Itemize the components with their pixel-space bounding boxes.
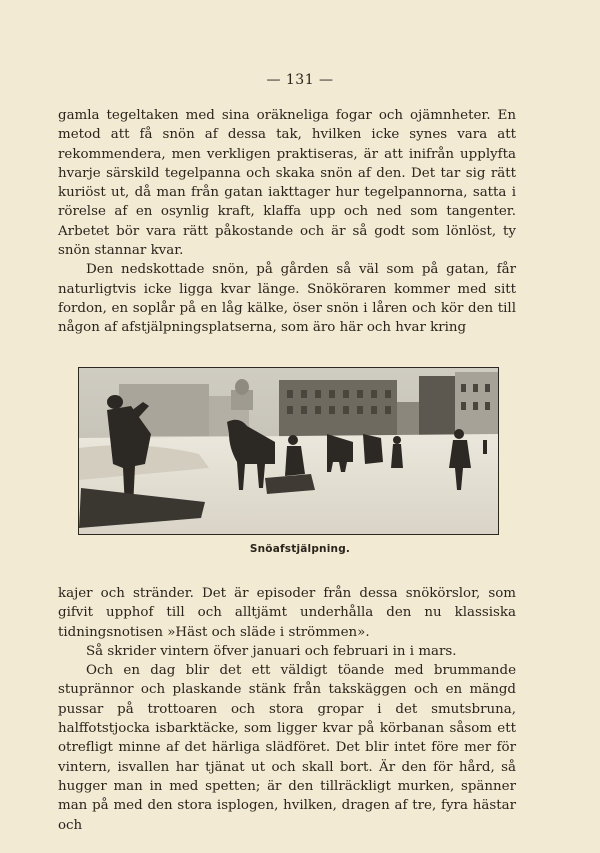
text-block-top — [58, 106, 516, 338]
page-number: — 131 — — [266, 72, 334, 88]
paragraph: Och en dag blir det ett väldigt töande med brummande stuprännor och plaskande stänk från takskäggen och en mängd pussar på trottoaren och stora gropar i det smutsbruna, halffotstjocka isbarktäcke, som ligger kvar på körbanan såsom ett otrefligt minne af det härliga slädföret. Det blir intet före mer för vintern, isvallen har tjänat ut och skall bort. Är den för hård, så hugger man in med spetten; är den tillräckligt murken, spänner man på med den stora isplogen, hvilken, dragen af tre, fyra hästar och — [58, 663, 516, 833]
snow-dumping-photo — [79, 368, 498, 534]
figure-caption: Snöafstjälpning. — [249, 543, 351, 555]
figure-photograph — [78, 367, 499, 535]
paragraph: Den nedskottade snön, på gården så väl som på gatan, får naturligtvis icke ligga kvar länge. Snököraren kommer med sitt fordon, en soplår på en låg kälke, öser snön i låren och kör den till någon af afstjälpningsplatserna, som äro här och hvar kring — [58, 262, 516, 336]
paragraph: gamla tegeltaken med sina oräkneliga fogar och ojämnheter. En metod att få snön af dessa tak, hvilken icke synes vara att rekommendera, men verkligen praktiseras, är att inifrån upplyfta hvarje särskild tegelpanna och skaka snön af den. Det tar sig rätt kuriöst ut, då man från gatan iakttager hur tegelpannorna, satta i rörelse af en osynlig kraft, klaffa upp och ned som tangenter. Arbetet bör vara rätt påkostande och är så godt som lönlöst, ty snön stannar kvar. — [58, 108, 516, 259]
paragraph: Så skrider vintern öfver januari och februari in i mars. — [86, 643, 457, 659]
text-block-bottom — [58, 584, 516, 835]
paragraph: kajer och stränder. Det är episoder från dessa snökörslor, som gifvit upphof till och alltjämt underhålla den nu klassiska tidningsnotisen »Häst och släde i strömmen». — [58, 586, 516, 640]
